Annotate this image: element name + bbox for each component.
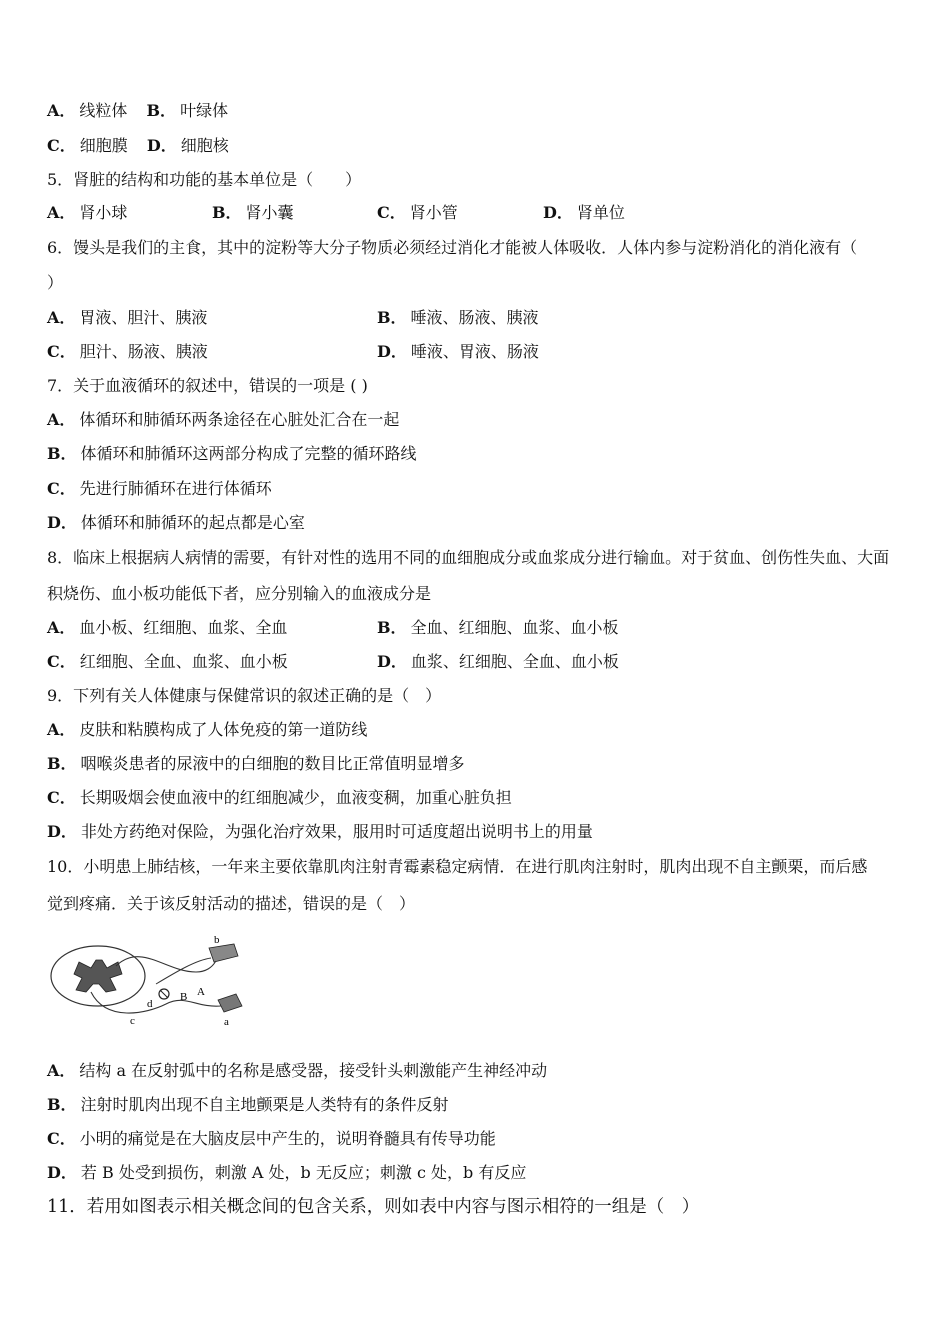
q8-stem-line-1: 8．临床上根据病人病情的需要，有针对性的选用不同的血细胞成分或血浆成分进行输血。对于贫血、创伤性失血、大面 — [47, 548, 890, 567]
q7-option-b — [47, 444, 417, 464]
q4-option-a: 线粒体 — [79, 101, 128, 120]
q10-option-c — [47, 1129, 496, 1149]
q9-option-b-text: 咽喉炎患者的尿液中的白细胞的数目比正常值明显增多 — [80, 754, 465, 773]
q6-option-b — [377, 308, 539, 328]
label-A: A — [197, 986, 205, 998]
q10-stem-line-2: 觉到疼痛．关于该反射活动的描述，错误的是（ ） — [47, 894, 416, 913]
q8-option-c-text: 红细胞、全血、血浆、血小板 — [79, 652, 288, 671]
q9-option-d-text: 非处方药绝对保险，为强化治疗效果，服用时可适度超出说明书上的用量 — [80, 822, 593, 841]
q8-option-c — [47, 652, 288, 672]
q6-option-b-letter: B． — [377, 308, 407, 327]
label-c: c — [130, 1015, 135, 1027]
q10-option-c-text: 小明的痛觉是在大脑皮层中产生的，说明脊髓具有传导功能 — [79, 1129, 496, 1148]
q7-option-d-letter: D． — [47, 513, 77, 532]
q6-stem-line-2: ） — [47, 273, 64, 292]
q8-option-b-text: 全血、红细胞、血浆、血小板 — [410, 618, 619, 637]
q6-stem-line-1: 6．馒头是我们的主食，其中的淀粉等大分子物质必须经过消化才能被人体吸收．人体内参与淀粉消化的消化液有（ — [47, 238, 858, 257]
q11-stem: 11．若用如图表示相关概念间的包含关系，则如表中内容与图示相符的一组是（ ） — [47, 1197, 700, 1217]
q10-option-a-letter: A． — [47, 1061, 76, 1080]
receptor-b — [209, 944, 238, 962]
q9-option-d — [47, 822, 593, 842]
q9-option-a — [47, 720, 367, 740]
q7-option-b-text: 体循环和肺循环这两部分构成了完整的循环路线 — [80, 444, 417, 463]
q9-option-b-letter: B． — [47, 754, 77, 773]
q5-option-b — [212, 203, 294, 223]
q7-option-a — [47, 410, 399, 430]
q5-option-c — [377, 203, 458, 223]
gray-matter — [74, 960, 122, 992]
q5-option-a-letter: A． — [47, 203, 76, 222]
q4-options-row-2 — [47, 136, 229, 156]
q4-options-row-1 — [47, 101, 228, 121]
q9-option-d-letter: D． — [47, 822, 77, 841]
q9-option-a-letter: A． — [47, 720, 76, 739]
q6-option-a-letter: A． — [47, 308, 76, 327]
q4-option-b-letter: B． — [146, 101, 177, 120]
q7-option-b-letter: B． — [47, 444, 77, 463]
q5-option-b-text: 肾小囊 — [245, 203, 294, 222]
q5-option-b-letter: B． — [212, 203, 242, 222]
q4-option-b: 叶绿体 — [180, 101, 229, 120]
q4-option-c: 细胞膜 — [79, 136, 128, 155]
q8-option-d-letter: D． — [377, 652, 407, 671]
q8-option-a — [47, 618, 287, 638]
reflex-arc-figure — [46, 932, 256, 1032]
q6-option-c — [47, 342, 208, 362]
q8-option-d-text: 血浆、红细胞、全血、血小板 — [410, 652, 619, 671]
q5-option-c-text: 肾小管 — [409, 203, 458, 222]
q9-option-c — [47, 788, 512, 808]
q5-option-c-letter: C． — [377, 203, 406, 222]
q4-option-d-letter: D． — [146, 136, 177, 155]
q5-option-a — [47, 203, 127, 223]
label-a: a — [224, 1016, 229, 1028]
q9-stem: 9．下列有关人体健康与保健常识的叙述正确的是（ ） — [47, 686, 442, 705]
q10-option-b-text: 注射时肌肉出现不自主地颤栗是人类特有的条件反射 — [80, 1095, 449, 1114]
q7-option-c-text: 先进行肺循环在进行体循环 — [79, 479, 272, 498]
q6-option-d — [377, 342, 539, 362]
q9-option-c-text: 长期吸烟会使血液中的红细胞减少，血液变稠，加重心脏负担 — [79, 788, 512, 807]
q6-option-d-text: 唾液、胃液、肠液 — [410, 342, 539, 361]
q7-option-c — [47, 479, 272, 499]
q7-option-d — [47, 513, 305, 533]
q6-option-c-text: 胆汁、肠液、胰液 — [79, 342, 208, 361]
q8-option-d — [377, 652, 619, 672]
q9-option-b — [47, 754, 465, 774]
q10-option-d — [47, 1163, 526, 1183]
q10-option-a — [47, 1061, 547, 1081]
q8-option-b — [377, 618, 619, 638]
q7-option-c-letter: C． — [47, 479, 76, 498]
q9-option-a-text: 皮肤和粘膜构成了人体免疫的第一道防线 — [79, 720, 368, 739]
label-b: b — [214, 934, 220, 946]
q9-option-c-letter: C． — [47, 788, 76, 807]
q6-option-d-letter: D． — [377, 342, 407, 361]
q4-option-a-letter: A． — [47, 101, 76, 120]
q4-option-d: 细胞核 — [180, 136, 229, 155]
q8-stem-line-2: 积烧伤、血小板功能低下者，应分别输入的血液成分是 — [47, 584, 432, 603]
q6-option-a — [47, 308, 207, 328]
label-d: d — [147, 998, 153, 1010]
q7-stem: 7．关于血液循环的叙述中，错误的一项是 ( ) — [47, 376, 368, 395]
q5-option-d — [543, 203, 625, 223]
q7-option-a-letter: A． — [47, 410, 76, 429]
q10-option-b-letter: B． — [47, 1095, 77, 1114]
afferent-nerve — [116, 950, 218, 972]
q8-option-b-letter: B． — [377, 618, 407, 637]
q6-option-c-letter: C． — [47, 342, 76, 361]
effector-a — [218, 994, 242, 1012]
q5-option-d-letter: D． — [543, 203, 573, 222]
q7-option-a-text: 体循环和肺循环两条途径在心脏处汇合在一起 — [79, 410, 400, 429]
q10-option-d-text: 若 B 处受到损伤，刺激 A 处，b 无反应；刺激 c 处，b 有反应 — [80, 1163, 527, 1182]
q6-option-a-text: 胃液、胆汁、胰液 — [79, 308, 208, 327]
q8-option-c-letter: C． — [47, 652, 76, 671]
q8-option-a-text: 血小板、红细胞、血浆、全血 — [79, 618, 288, 637]
q5-option-a-text: 肾小球 — [79, 203, 128, 222]
q10-option-b — [47, 1095, 449, 1115]
q7-option-d-text: 体循环和肺循环的起点都是心室 — [80, 513, 305, 532]
q5-stem: 5．肾脏的结构和功能的基本单位是（ ） — [47, 170, 362, 189]
q5-option-d-text: 肾单位 — [576, 203, 625, 222]
q10-option-d-letter: D． — [47, 1163, 77, 1182]
label-B: B — [180, 991, 188, 1003]
q10-stem-line-1: 10．小明患上肺结核，一年来主要依靠肌肉注射青霉素稳定病情．在进行肌肉注射时，肌肉出现不自主颤栗，而后感 — [47, 857, 868, 876]
q6-option-b-text: 唾液、肠液、胰液 — [410, 308, 539, 327]
q8-option-a-letter: A． — [47, 618, 76, 637]
q4-option-c-letter: C． — [47, 136, 76, 155]
q10-option-a-text: 结构 a 在反射弧中的名称是感受器，接受针头刺激能产生神经冲动 — [79, 1061, 548, 1080]
q10-option-c-letter: C． — [47, 1129, 76, 1148]
